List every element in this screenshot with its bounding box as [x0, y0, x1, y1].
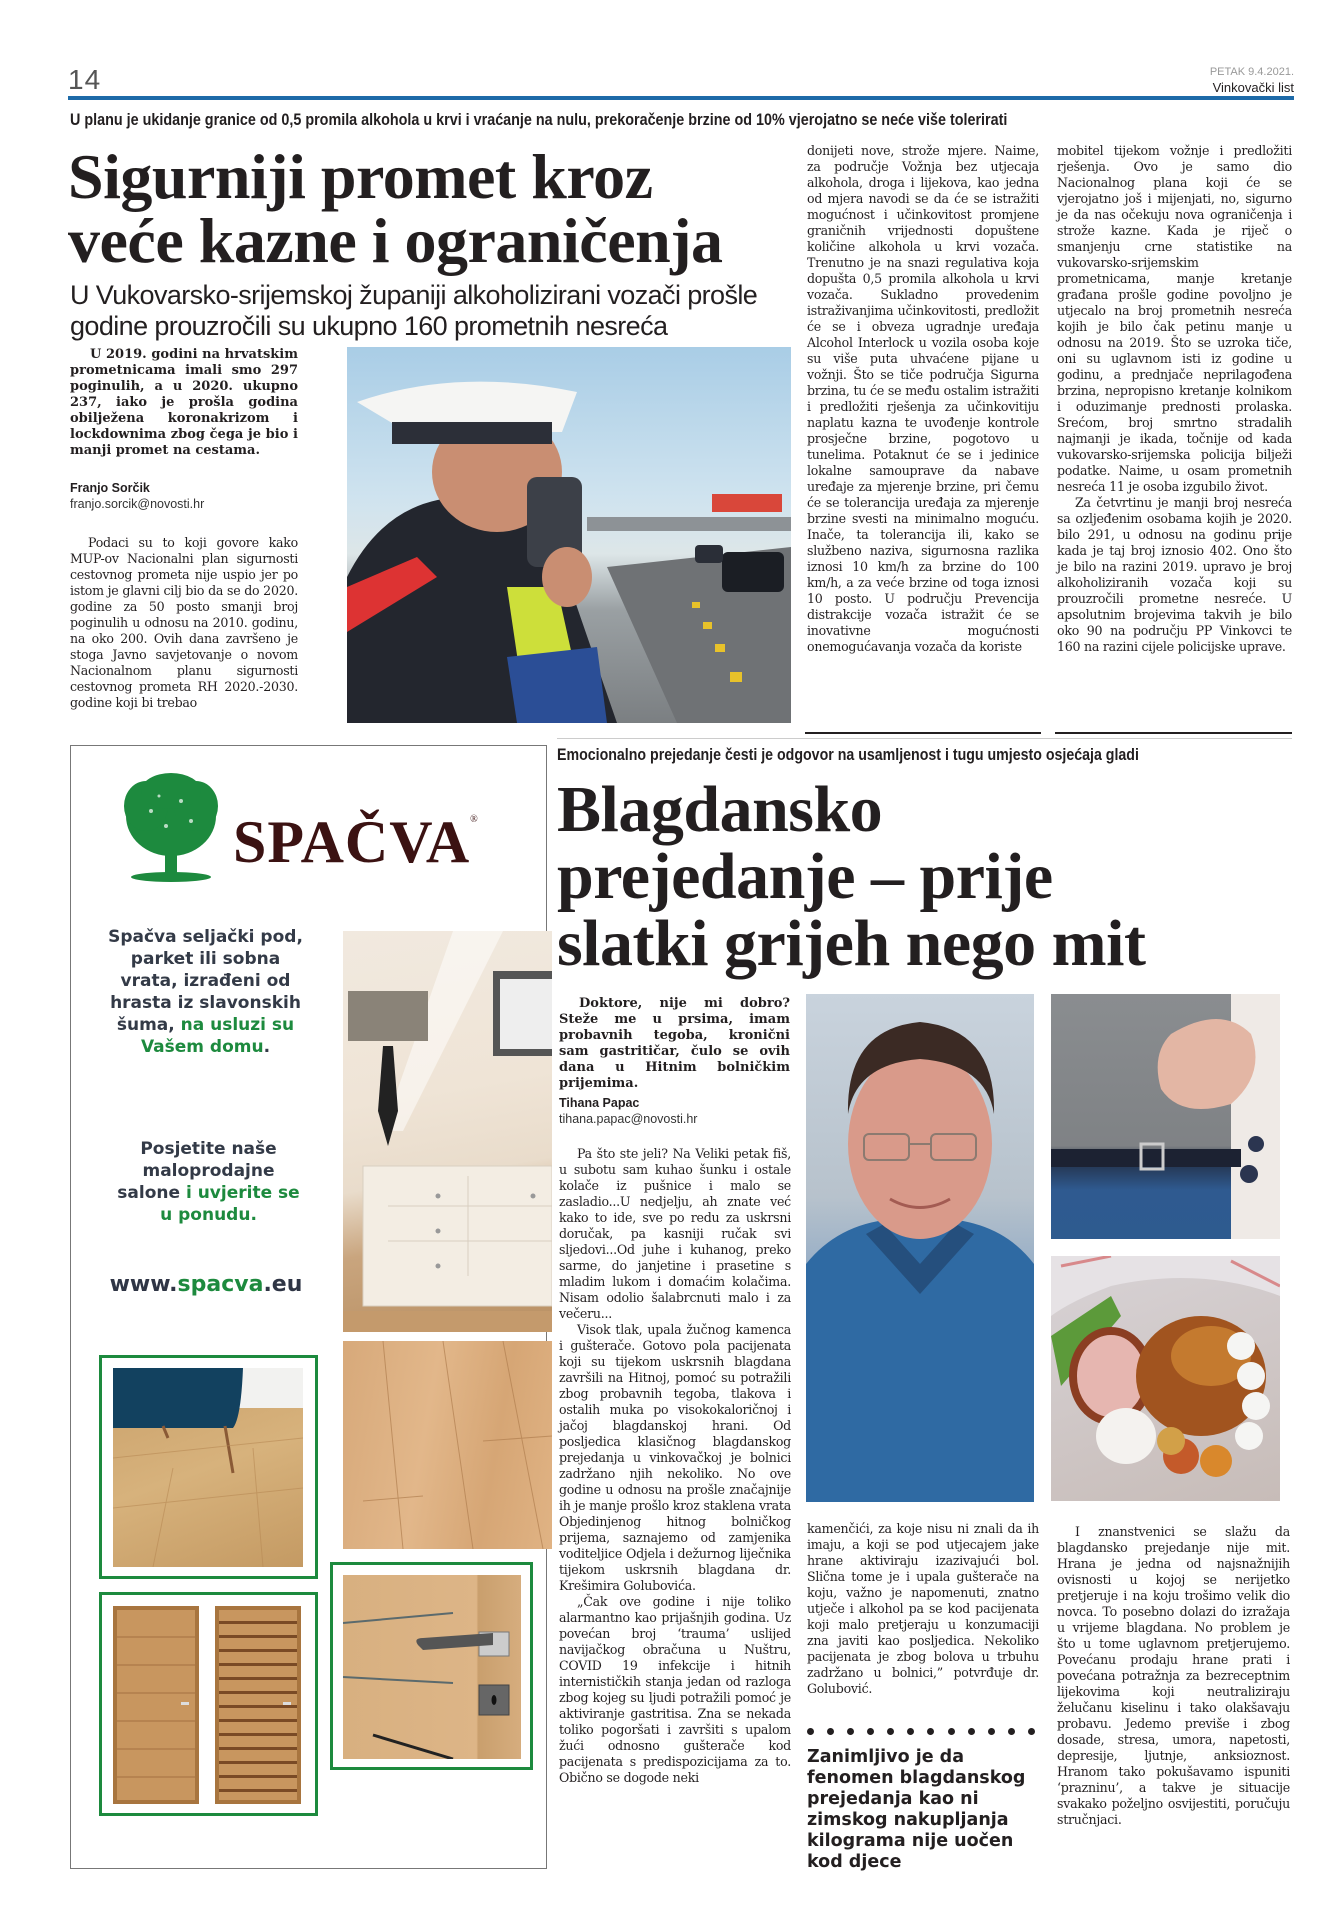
column2-bottom-rule: [805, 732, 1041, 734]
wooden-floor-chair-photo: [113, 1368, 303, 1567]
stomach-ache-photo: [1051, 994, 1280, 1239]
advert-text-visit: [111, 1138, 306, 1226]
article2-headline: [557, 773, 1297, 980]
interior-lamp-dresser-photo: [343, 931, 552, 1332]
advert-text-products-green: na usluzi su Vašem domu: [140, 1015, 295, 1057]
article1-column3: [1057, 143, 1292, 655]
doors-frame: [99, 1592, 318, 1816]
advert-text-products: [103, 926, 308, 1058]
url-domain: spacva: [177, 1272, 264, 1297]
article1-column2-text: donijeti nove, strože mjere. Naime, za područje Vožnja bez utjecaja alkohola, droga i lijekova, kao jedna od mjera navodi se da će se istražiti mogućnost i učinkovitost promjene graničnih vrijednosti dopuštene količine alkohola u krvi vozača. Trenutno je na snazi regulativa koja dopušta 0,5 promila alkohola u krvi vozača. Sukladno provedenim istraživanjima učinkovitosti, predložit će se i obveza ugradnje uređaja Alcohol Interlock u vozila osoba koje su više puta uhvaćene pijane u vožnji. Što se tiče područja Sigurna brzina, tu će se među ostalim istražiti i predložiti rješenja za učinkovitiju naplatu kazna te uvođenje kontrole prosječne brzine, pogotovo u tunelima. Potaknut će se i jedinice lokalne samouprave da nabave uređaje za mjerenje brzine, pri čemu će se tolerancija uređaja za mjerenje brzine svesti na minimalno moguću. Inače, ta tolerancija ili, kako se službeno naziva, sigurnosna razlika iznosi 10 km/h za brzine do 100 km/h, a za veće brzine od toga iznosi 10 posto. U području Prevencija distrakcije vozača istražit će se inovativne mogućnosti onemogućavanja vozača da koriste: [807, 143, 1039, 654]
spacva-brand-logo: [233, 808, 479, 877]
door-plain-photo: [113, 1606, 199, 1804]
article1-subtitle: U Vukovarsko-srijemskoj županiji alkoholizirani vozači prošle godine prouzročili su ukupno 160 prometnih nesreća: [70, 280, 758, 341]
article2-column2: [807, 1521, 1039, 1697]
article2-top-rule: [557, 738, 1292, 739]
page-number: 14: [68, 64, 102, 95]
article1-column3-paragraph1: mobitel tijekom vožnje i predložiti rješenja. Ovo je samo dio Nacionalnog plana koji će se vjerojatno još i mijenjati, no, sigurno je da nas očekuju nova ograničenja i strože kazne. Kada je riječ o smanjenju crne statistike na vukovarsko-srijemskim prometnicama, manje kretanje građana prošle godine povoljno je utjecalo na broj prometnih nesreća kojih je bilo čak petinu manje u odnosu na 2019. Što se uzroka tiče, oni su uglavnom isti iz godine u godinu, a prednjače neprilagođena brzina, nepropisno kretanje kolnikom i oduzimanje prednosti prolaska. Srećom, broj smrtno stradalih najmanji je ikada, točnije od kada vukovarsko-srijemska policija bilježi podatke. Naime, u osam prometnih nesreća 11 je osoba izgubilo život.: [1057, 143, 1292, 494]
article2-author: Tihana Papac: [559, 1096, 640, 1110]
door-handle-icon: [283, 1702, 291, 1705]
interior-illustration: [343, 931, 552, 1332]
registered-mark: ®: [470, 814, 479, 825]
article1-headline-line1: Sigurniji promet kroz: [68, 141, 653, 212]
article1-column1-text: Podaci su to koji govore kako MUP-ov Nacionalni plan sigurnosti cestovnog prometa nije uspio jer po istom je glavni cilj bio da se do 2020. godine za 50 posto smanji broj poginulih u odnosu na 2010. godinu, na oko 200. Ovih dana završeno je stoga Javno savjetovanje o novom Nacionalnom planu sigurnosti cestovnog prometa RH 2020.-2030. godine koji bi trebao: [70, 535, 298, 710]
chair-illustration: [113, 1368, 303, 1567]
advert-text-visit-green: i uvjerite se u ponudu.: [160, 1183, 300, 1225]
spacva-advertisement[interactable]: [70, 745, 547, 1869]
article2-headline-line3: slatki grijeh nego mit: [557, 907, 1146, 980]
advert-website-link[interactable]: [91, 1274, 321, 1296]
article2-column1: [559, 1146, 791, 1786]
brand-name: SPAČVA: [233, 809, 471, 875]
oak-planks-photo: [343, 1341, 552, 1549]
issue-date: PETAK 9.4.2021.: [1209, 66, 1294, 78]
article2-headline-line2: prejedanje – prije: [557, 840, 1053, 913]
planks-illustration: [343, 1341, 552, 1549]
article2-headline-line1: Blagdansko: [557, 773, 883, 846]
article2-author-email[interactable]: tihana.papac@novosti.hr: [559, 1112, 698, 1126]
article1-lead: U 2019. godini na hrvatskim prometnicama imali smo 297 poginulih, a u 2020. ukupno 237, iako je prošla godina obilježena koronakrizom i lockdownima zbog čega je bio i manji promet na cestama.: [70, 347, 298, 458]
easter-food-basket-photo: [1051, 1256, 1280, 1501]
door-handle-photo: [343, 1575, 521, 1759]
advert-text-products-dark: Spačva seljački pod, parket ili sobna vrata, izrađeni od hrasta iz slavonskih šuma,: [108, 927, 303, 1035]
url-prefix: www.: [109, 1272, 178, 1297]
stomach-illustration: [1051, 994, 1280, 1239]
article1-column2: [807, 143, 1039, 655]
floor-chair-frame: [99, 1355, 318, 1579]
article2-column1-paragraph1: Pa što ste jeli? Na Veliki petak fiš, u subotu sam kuhao šunku i ostale kolače iz pušnice i malo se zasladio...U nedjelju, ah znate već kako to ide, sve po redu za uskrsni doručak, pa kasniji ručak svi sljedovi...Od juhe i kuhanog, preko sarme, do janjetine i prasetine s mladim lukom i domaćim kolačima. Nisam odolio šalabrcnuti malo i za večeru...: [559, 1146, 791, 1321]
food-illustration: [1051, 1256, 1280, 1501]
advert-text-period: .: [263, 1037, 271, 1057]
article2-lead: Doktore, nije mi dobro? Steže me u prsima, imam probavnih tegoba, kronični sam gastritičar, čulo se ovih dana u Hitnim bolničkim prijemima.: [559, 996, 790, 1091]
police-radar-illustration: [347, 347, 791, 723]
header-rule: [68, 96, 1294, 100]
column3-bottom-rule: [1055, 732, 1292, 734]
article2-column2-text: kamenčići, za koje nisu ni znali da ih imaju, a koji se pod utjecajem jake hrane aktiviraju izazivajući bol. Slična tome je i upala gušterače na koju, važno je napomenuti, znatno utječe i alkohol pa se kod pacijenata koji malo pretjeraju u konzumaciji zna javiti kao posljedica. Nekoliko pacijenata je zbog bolova u trbuhu zadržano u bolnici,” potvrđuje dr. Golubović.: [807, 1521, 1039, 1696]
handle-illustration: [343, 1575, 521, 1759]
article1-author: Franjo Sorčik: [70, 481, 150, 495]
article1-column3-paragraph2: Za četvrtinu je manji broj nesreća sa ozljeđenim osobama kojih je 2020. bilo 291, u odnosu na godinu prije kada je taj broj iznosio 402. Ono što je bilo na razini 2019. upravo je broj alkoholiziranih vozača koji su prouzročili prometne nesreće. U apsolutnim brojevima takvih je bilo oko 90 na području PP Vinkovci te 160 na razini cijele policijske uprave.: [1057, 495, 1292, 654]
article1-column1: [70, 535, 298, 711]
door-handle-frame: [330, 1562, 533, 1770]
article1-headline: [68, 141, 808, 276]
police-radar-photo: [347, 347, 791, 723]
pull-quote-dots: [807, 1728, 1035, 1735]
advert-text-visit-dark: Posjetite naše maloprodajne salone: [117, 1139, 277, 1203]
doctor-portrait-photo: [806, 994, 1034, 1502]
article2-column3-text: I znanstvenici se slažu da blagdansko prejedanje nije mit. Hrana je jedna od najsnažnijih ovisnosti u kojoj se nerijetko pretjeruje i na koju trošimo velik dio novca. To posebno dolazi do izražaja u vrijeme blagdana. No problem je što u tome uglavnom pretjerujemo. Povećanu prodaju hrane prati i povećana potražnja za bezreceptnim lijekovima koji neutraliziraju želučanu kiselinu i tako olakšavaju probavu. Jedemo previše i zbog dosade, stresa, umora, napetosti, depresije, ljutnje, anksioznost. Hranom tako pokušavamo ispuniti ‘prazninu’, a takve je situacije svakako poželjno osvijestiti, poručuju stručnjaci.: [1057, 1524, 1290, 1827]
article2-column1-paragraph3: „Čak ove godine i nije toliko alarmantno kao prijašnjih godina. Uz povećan broj ‘trauma’ uslijed navijačkog obračuna u Nuštru, COVID 19 infekcije i hitnih internističkih stanja jedan od razloga zbog kojeg su ljudi potražili pomoć je aktiviranje gastritisa. Zna se nekada toliko pogoršati i završiti s upalom žući odnosno gušterače kod pacijenata s predispozicijama za to. Obično se dogode neki: [559, 1594, 791, 1785]
article2-kicker: Emocionalno prejedanje česti je odgovor na usamljenost i tugu umjesto osjećaja gladi: [557, 746, 1139, 764]
article1-headline-line2: veće kazne i ograničenja: [68, 205, 723, 276]
article2-column3: [1057, 1524, 1290, 1828]
oak-tree-logo-icon: [121, 771, 221, 886]
article2-column1-paragraph2: Visok tlak, upala žučnog kamenca i gušterače. Gotovo pola pacijenata koji su tijekom uskrsnih blagdana završili na Hitnoj, pomoć su potražili zbog probavnih tegoba, tlakova i ostalih muka po visokokaloričnoj i jačoj blagdanskoj hrani. Od posljedica klasičnog blagdanskog prejedanja u vinkovačkoj je bolnici zadržano njih nekoliko. No ove godine u odnosu na prošle značajnije ih je manje prošlo kroz staklena vrata Objedinjenog hitnog bolničkog prijema, saznajemo od zamjenika voditeljice Odjela i dežurnog liječnika tijekom uskrsnih blagdana dr. Krešimira Golubovića.: [559, 1322, 791, 1593]
article1-author-email[interactable]: franjo.sorcik@novosti.hr: [70, 497, 205, 511]
url-suffix: .eu: [263, 1272, 303, 1297]
article1-kicker: U planu je ukidanje granice od 0,5 promila alkohola u krvi i vraćanje na nulu, prekoračenje brzine od 10% vjerojatno se neće više tolerirati: [70, 111, 1008, 129]
door-handle-icon: [181, 1702, 189, 1705]
doctor-portrait-illustration: [806, 994, 1034, 1502]
article2-pull-quote: Zanimljivo je da fenomen blagdanskog prejedanja kao ni zimskog nakupljanja kilograma nije uočen kod djece: [807, 1747, 1026, 1872]
publication-name: Vinkovački list: [1212, 80, 1294, 95]
door-striped-photo: [215, 1606, 301, 1804]
